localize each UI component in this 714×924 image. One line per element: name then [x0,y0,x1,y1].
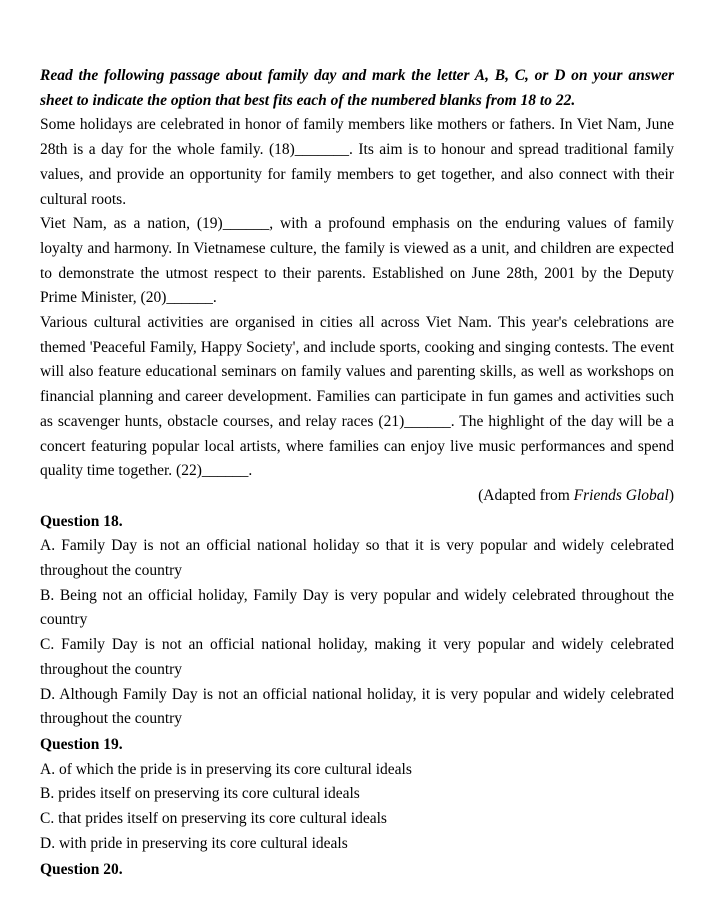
attribution-source: Friends Global [573,486,669,504]
question-19-label: Question 19. [40,735,123,753]
question-18-option-d: D. Although Family Day is not an official national holiday, it is very popular and widely celebrated throughout the country [40,685,674,728]
instructions-text: Read the following passage about family day and mark the letter A, B, C, or D on your answer sheet to indicate the option that best fits each of the numbered blanks from 18 to 22. [40,67,674,109]
question-18-label: Question 18. [40,512,123,530]
question-18-option-c: C. Family Day is not an official national holiday, making it very popular and widely celebrated throughout the country [40,636,674,678]
question-20-label: Question 20. [40,860,123,878]
question-18-option-a: A. Family Day is not an official national holiday so that it is very popular and widely celebrated throughout the country [40,537,674,580]
question-19-option-b: B. prides itself on preserving its core cultural ideals [40,785,360,803]
question-18-block [40,510,674,732]
question-20-block [40,858,674,883]
question-19-block [40,733,674,857]
question-19-option-a: A. of which the pride is in preserving its core cultural ideals [40,760,412,778]
attribution-line [40,484,674,509]
passage-paragraph-1: Some holidays are celebrated in honor of family members like mothers or fathers. In Viet Nam, June 28th is a day for the whole family. (18)_______. Its aim is to honour and spread traditional family values, and provide an opportunity for family members to get together, and also connect with their cultural roots. [40,116,674,208]
question-19-option-c: C. that prides itself on preserving its core cultural ideals [40,810,387,828]
passage-paragraph-3: Various cultural activities are organised in cities all across Viet Nam. This year's celebrations are themed 'Peaceful Family, Happy Society', and include sports, cooking and singing contests. The event will also feature educational seminars on family values and parenting skills, as well as workshops on financial planning and career development. Families can participate in fun games and activities such as scavenger hunts, obstacle courses, and relay races (21)______. The highlight of the day will be a concert featuring popular local artists, where families can enjoy live music performances and spend quality time together. (22)______. [40,314,674,480]
attribution-suffix: ) [668,486,674,504]
question-19-option-d: D. with pride in preserving its core cultural ideals [40,834,348,852]
question-18-option-b: B. Being not an official holiday, Family Day is very popular and widely celebrated throughout the country [40,586,674,629]
passage-paragraph-2: Viet Nam, as a nation, (19)______, with a profound emphasis on the enduring values of family loyalty and harmony. In Vietnamese culture, the family is viewed as a unit, and children are expected to demonstrate the utmost respect to their parents. Established on June 28th, 2001 by the Deputy Prime Minister, (20)______. [40,215,674,307]
attribution-prefix: (Adapted from [478,486,574,504]
